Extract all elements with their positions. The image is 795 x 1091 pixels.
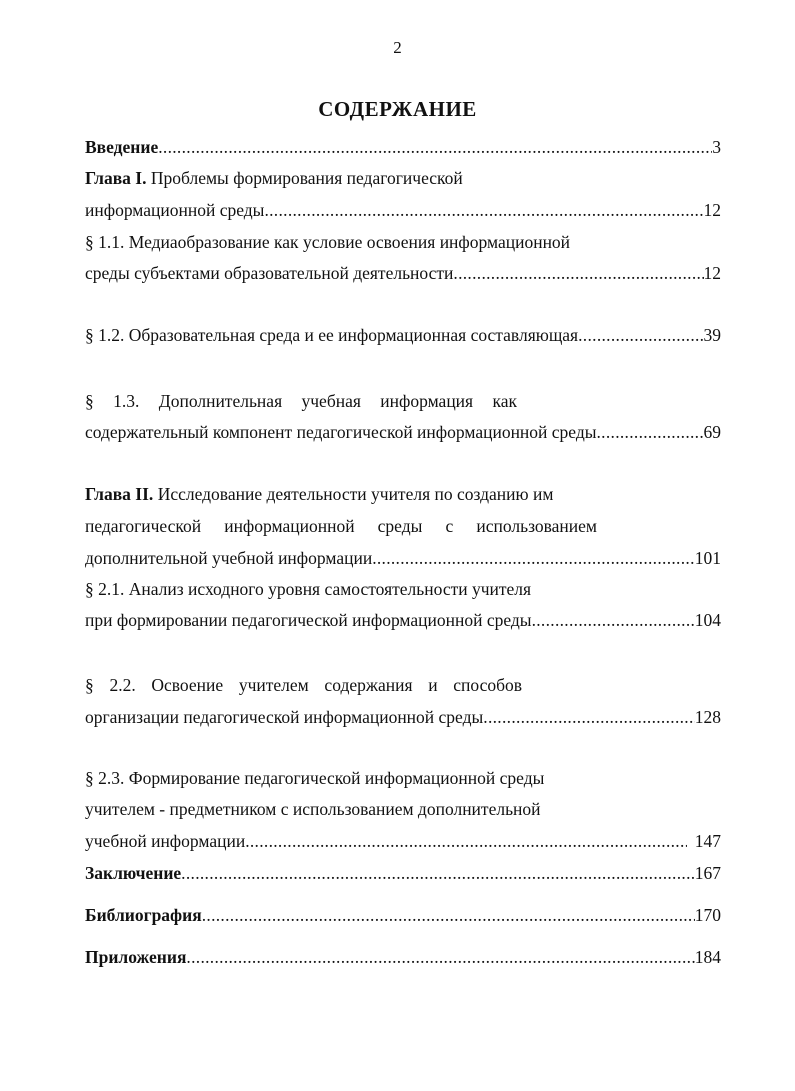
- toc-page: 69: [703, 422, 721, 442]
- toc-entry-section-2-2[interactable]: [85, 673, 522, 697]
- toc-label: при формировании педагогической информационной среды: [85, 610, 532, 630]
- leader-dots: [453, 261, 703, 285]
- toc-entry-section-2-1-cont[interactable]: [85, 608, 721, 632]
- chapter-prefix: Глава I.: [85, 168, 147, 188]
- page-title: СОДЕРЖАНИЕ: [318, 97, 477, 121]
- toc-entry-chapter-1[interactable]: [85, 166, 721, 190]
- toc-page: 184: [694, 947, 721, 967]
- toc-entry-introduction[interactable]: [85, 135, 721, 159]
- toc-page: 12: [703, 200, 721, 220]
- leader-dots: [578, 323, 703, 347]
- toc-label: содержательный компонент педагогической информационной среды: [85, 422, 597, 442]
- toc-label: педагогической информационной среды с использованием: [85, 516, 597, 536]
- toc-page: 167: [694, 863, 721, 883]
- toc-label: дополнительной учебной информации: [85, 548, 373, 568]
- toc-label: информационной среды: [85, 200, 265, 220]
- toc-label: Введение: [85, 137, 159, 157]
- leader-dots: [597, 420, 704, 444]
- toc-page: 170: [694, 905, 721, 925]
- toc-label: учителем - предметником с использованием дополнительной: [85, 799, 541, 819]
- toc-page: 104: [694, 610, 721, 630]
- toc-page: 3: [712, 137, 721, 157]
- toc-entry-section-1-1[interactable]: [85, 230, 617, 254]
- toc-label: Исследование деятельности учителя по созданию им: [157, 484, 554, 504]
- toc-label: § 1.1. Медиаобразование как условие освоения информационной: [85, 232, 571, 252]
- toc-page: 101: [694, 548, 721, 568]
- toc-label: Приложения: [85, 947, 187, 967]
- toc-label: Заключение: [85, 863, 182, 883]
- toc-entry-appendices[interactable]: [85, 945, 721, 969]
- leader-dots: [202, 903, 695, 927]
- toc-page: 12: [703, 263, 721, 283]
- leader-dots: [372, 546, 695, 570]
- toc-entry-conclusion[interactable]: [85, 861, 721, 885]
- toc-entry-section-1-3-cont[interactable]: [85, 420, 721, 444]
- leader-dots: [264, 198, 703, 222]
- toc-entry-section-1-3[interactable]: [85, 389, 517, 413]
- toc-entry-section-2-1[interactable]: [85, 577, 721, 601]
- toc-page: 128: [694, 707, 721, 727]
- toc-entry-section-2-3-cont2[interactable]: [85, 829, 721, 853]
- toc-label: среды субъектами образовательной деятельности: [85, 263, 454, 283]
- toc-label: Библиография: [85, 905, 202, 925]
- toc-label: организации педагогической информационной среды: [85, 707, 484, 727]
- toc-entry-section-1-1-cont[interactable]: [85, 261, 721, 285]
- page-number: 2: [393, 38, 402, 57]
- toc-label: § 2.3. Формирование педагогической информационной среды: [85, 768, 545, 788]
- toc-entry-chapter-2-cont[interactable]: [85, 514, 597, 538]
- toc-entry-section-2-3[interactable]: [85, 766, 721, 790]
- toc-label: Проблемы формирования педагогической: [150, 168, 463, 188]
- leader-dots: [483, 705, 694, 729]
- chapter-prefix: Глава II.: [85, 484, 154, 504]
- toc-entry-section-1-2[interactable]: [85, 323, 721, 347]
- leader-dots: [532, 608, 695, 632]
- toc-label: § 2.2. Освоение учителем содержания и способов: [85, 675, 522, 695]
- leader-dots: [245, 829, 687, 853]
- leader-dots: [186, 945, 694, 969]
- toc-entry-bibliography[interactable]: [85, 903, 721, 927]
- toc-page: 39: [703, 325, 721, 345]
- toc-page: 147: [694, 831, 721, 851]
- toc-label: учебной информации: [85, 831, 246, 851]
- toc-entry-chapter-2-cont2[interactable]: [85, 546, 721, 570]
- toc-label: § 2.1. Анализ исходного уровня самостоятельности учителя: [85, 579, 532, 599]
- toc-entry-section-2-3-cont[interactable]: [85, 797, 721, 821]
- toc-entry-chapter-2[interactable]: [85, 482, 721, 506]
- leader-dots: [158, 135, 712, 159]
- toc-label: § 1.3. Дополнительная учебная информация как: [85, 391, 517, 411]
- toc-entry-section-2-2-cont[interactable]: [85, 705, 721, 729]
- toc-entry-chapter-1-cont[interactable]: [85, 198, 721, 222]
- toc-label: § 1.2. Образовательная среда и ее информационная составляющая: [85, 325, 579, 345]
- leader-dots: [181, 861, 695, 885]
